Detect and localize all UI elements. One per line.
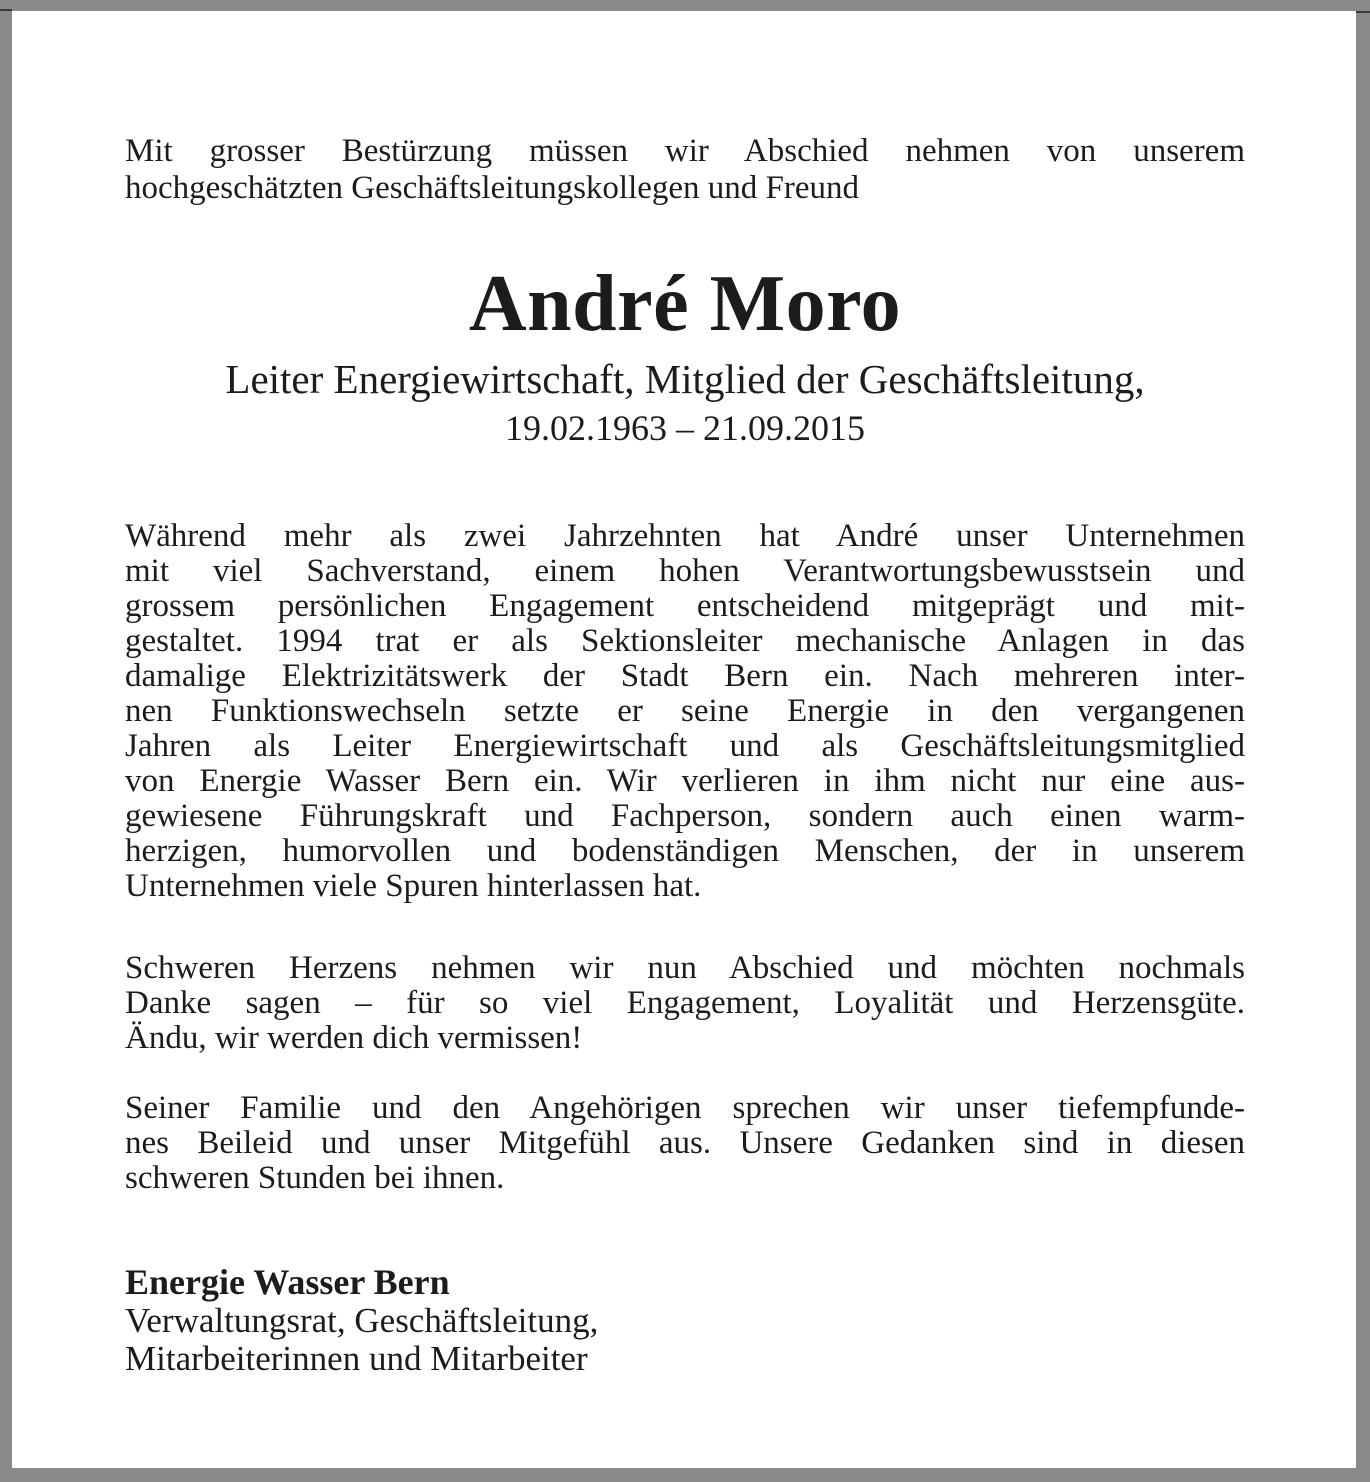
text-line: gewiesene Führungskraft und Fachperson, sondern auch einen warm- — [125, 798, 1245, 834]
obituary-page — [12, 11, 1356, 1468]
signature-line: Verwaltungsrat, Geschäftsleitung, — [125, 1301, 599, 1340]
text-line: nen Funktionswechseln setzte er seine Energie in den vergangenen — [125, 693, 1245, 729]
signature-company: Energie Wasser Bern — [125, 1262, 450, 1302]
text-line: herzigen, humorvollen und bodenständigen Menschen, der in unserem — [125, 833, 1245, 869]
body-paragraph-2 — [125, 951, 1245, 1056]
text-line: Seiner Familie und den Angehörigen sprechen wir unser tiefempfunde- — [125, 1090, 1245, 1126]
frame-shadow-right — [1356, 11, 1370, 13]
text-line: von Energie Wasser Bern ein. Wir verlieren in ihm nicht nur eine aus- — [125, 763, 1245, 799]
frame-shadow-left — [0, 9, 12, 11]
text-line: hochgeschätzten Geschäftsleitungskollegen und Freund — [125, 170, 860, 206]
text-line: nes Beileid und unser Mitgefühl aus. Unsere Gedanken sind in diesen — [125, 1125, 1245, 1161]
life-dates: 19.02.1963 – 21.09.2015 — [505, 408, 865, 448]
body-paragraph-3 — [125, 1091, 1245, 1196]
body-paragraph-1 — [125, 519, 1245, 904]
deceased-role: Leiter Energiewirtschaft, Mitglied der Geschäftsleitung, — [225, 356, 1145, 402]
text-line: grossem persönlichen Engagement entscheidend mitgeprägt und mit- — [125, 588, 1245, 624]
text-line: gestaltet. 1994 trat er als Sektionsleiter mechanische Anlagen in das — [125, 623, 1245, 659]
signature-line: Mitarbeiterinnen und Mitarbeiter — [125, 1339, 588, 1378]
signature-block — [125, 1262, 1245, 1378]
text-line: mit viel Sachverstand, einem hohen Verantwortungsbewusstsein und — [125, 553, 1245, 589]
intro-paragraph — [125, 133, 1245, 207]
text-line: schweren Stunden bei ihnen. — [125, 1160, 505, 1196]
text-line: Mit grosser Bestürzung müssen wir Abschied nehmen von unserem — [125, 133, 1245, 169]
text-line: Jahren als Leiter Energiewirtschaft und als Geschäftsleitungsmitglied — [125, 728, 1245, 764]
text-line: damalige Elektrizitätswerk der Stadt Bern ein. Nach mehreren inter- — [125, 658, 1245, 694]
text-line: Schweren Herzens nehmen wir nun Abschied und möchten nochmals — [125, 950, 1245, 986]
text-line: Danke sagen – für so viel Engagement, Loyalität und Herzensgüte. — [125, 985, 1245, 1021]
text-line: Während mehr als zwei Jahrzehnten hat André unser Unternehmen — [125, 518, 1245, 554]
text-line: Unternehmen viele Spuren hinterlassen hat. — [125, 868, 702, 904]
text-line: Ändu, wir werden dich vermissen! — [125, 1020, 583, 1056]
deceased-name: André Moro — [468, 260, 902, 348]
